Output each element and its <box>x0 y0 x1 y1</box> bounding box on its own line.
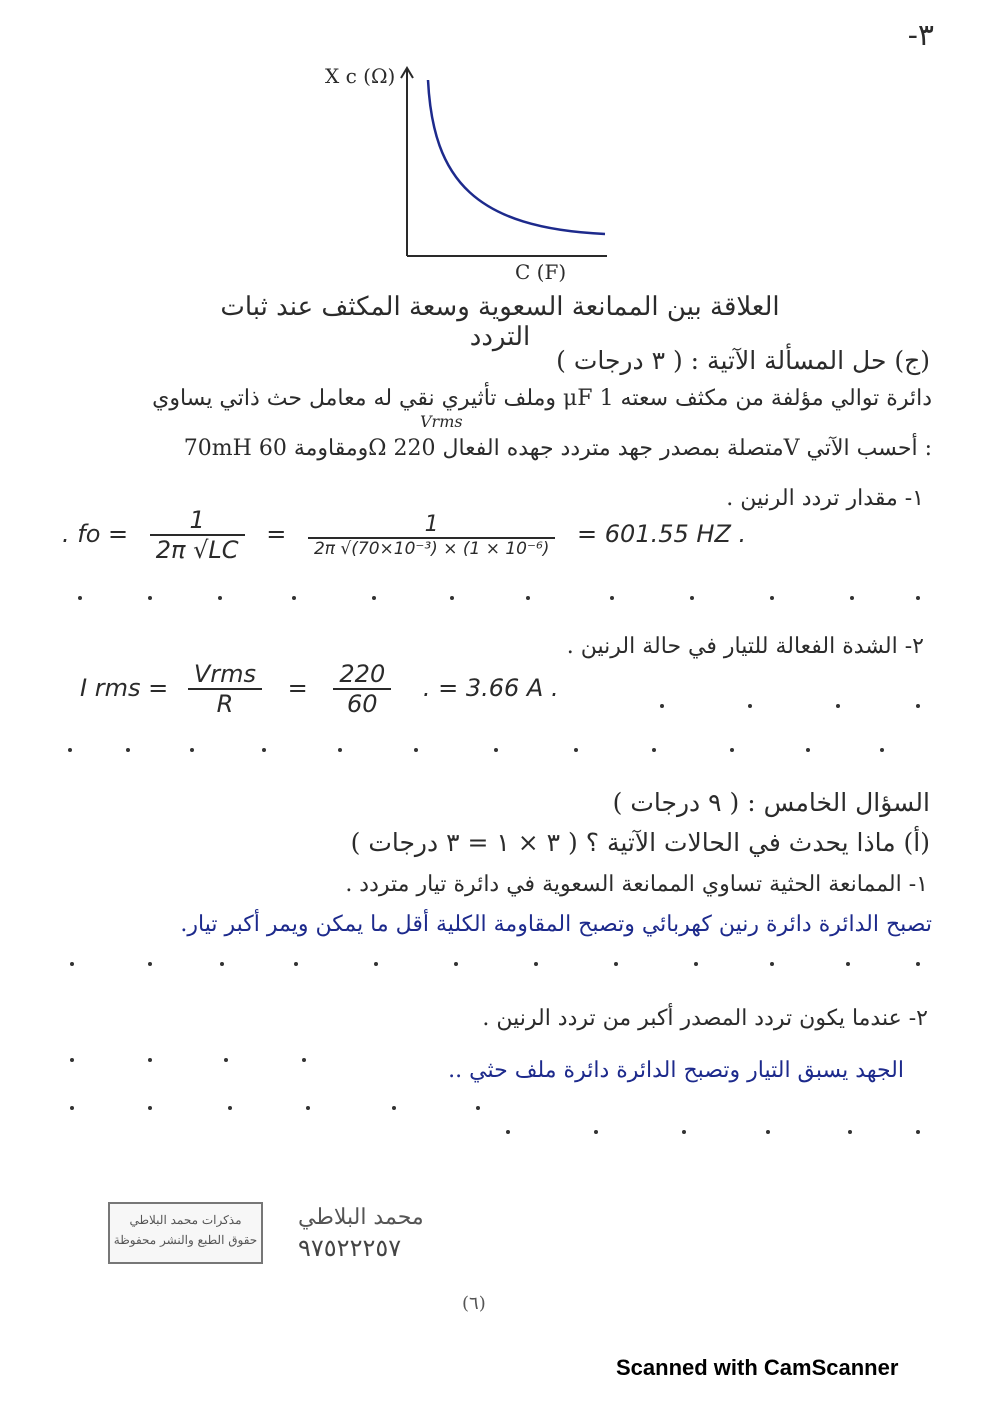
q2-equation: I rms = $\frac{\text{Vrms}}{R}$ = $\frac{220}{60}$ . = 3.66 A . <box>80 660 559 718</box>
dotted-line <box>0 1106 992 1126</box>
section-c-heading: (ج) حل المسألة الآتية : ( ٣ درجات ) <box>556 346 930 375</box>
dotted-line <box>0 1130 992 1150</box>
graph-caption: العلاقة بين الممانعة السعوية وسعة المكثف عند ثبات التردد <box>220 292 780 352</box>
q5-item-2: ٢- عندما يكون تردد المصدر أكبر من تردد الرنين . <box>482 1006 928 1031</box>
copyright-stamp <box>108 1202 263 1264</box>
x-axis-label: C (F) <box>515 260 567 284</box>
q2-frac1-denominator: R <box>216 690 234 718</box>
q1-frac2-denominator: 2π √(70×10⁻³) × (1 × 10⁻⁶) <box>313 538 550 559</box>
question-5-part-a: (أ) ماذا يحدث في الحالات الآتية ؟ ( ٣ × ١ = ٣ درجات ) <box>350 828 930 857</box>
q5-answer-1: تصبح الدائرة دائرة رنين كهربائي وتصبح المقاومة الكلية أقل ما يمكن ويمر أكبر تيار. <box>180 912 932 937</box>
page-top-number: -٣ <box>907 18 934 53</box>
q5-answer-2: الجهد يسبق التيار وتصبح الدائرة دائرة ملف حثي .. <box>448 1058 904 1083</box>
q1-fraction-2 <box>308 512 555 559</box>
dotted-line <box>0 1058 992 1078</box>
reactance-graph <box>315 60 615 290</box>
q1-frac2-numerator: 1 <box>308 512 555 539</box>
q2-frac2-denominator: 60 <box>347 690 378 718</box>
y-axis-label: X c (Ω) <box>325 64 396 88</box>
q2-lhs: I rms = <box>80 674 169 702</box>
q1-result: = 601.55 HZ . <box>577 520 747 548</box>
dotted-line <box>0 596 992 616</box>
q1-frac1-numerator: 1 <box>150 506 245 536</box>
q2-result: . = 3.66 A . <box>422 674 559 702</box>
stamp-line-2: حقوق الطبع والنشر محفوظة <box>113 1233 258 1247</box>
dotted-line <box>0 748 992 768</box>
q1-frac1-denominator: 2π √LC <box>155 536 239 564</box>
reactance-graph-svg <box>315 60 615 290</box>
q1-equation: . fo = $\frac{1}{2\pi √LC}$ = $\frac{1}{\text{2π √(70×10⁻³) × (1 × 10⁻⁶)}}$ = 601.55 HZ . <box>62 506 747 564</box>
q1-lhs: . fo = <box>62 520 129 548</box>
q2-frac1-numerator: Vrms <box>188 660 262 690</box>
q2-frac2-numerator: 220 <box>333 660 391 690</box>
stamp-line-1: مذكرات محمد البلاطي <box>129 1213 242 1227</box>
author-signature-name: محمد البلاطي <box>298 1205 424 1230</box>
reactance-curve <box>428 80 605 234</box>
question-5-heading: السؤال الخامس : ( ٩ درجات ) <box>612 788 930 817</box>
author-phone-number: ٩٧٥٢٢٢٥٧ <box>298 1234 402 1262</box>
question-1-label: ١- مقدار تردد الرنين . <box>726 486 924 511</box>
question-2-label: ٢- الشدة الفعالة للتيار في حالة الرنين . <box>566 634 924 659</box>
q5-item-1: ١- الممانعة الحثية تساوي الممانعة السعوية في دائرة تيار متردد . <box>345 872 928 897</box>
problem-line-1: دائرة توالي مؤلفة من مكثف سعته 1 μF وملف تأثيري نقي له معامل حث ذاتي يساوي <box>152 386 932 411</box>
dotted-line <box>0 704 992 724</box>
dotted-line <box>0 962 992 982</box>
scanner-watermark: Scanned with CamScanner <box>616 1355 899 1380</box>
footer-page-number: (٦) <box>462 1293 486 1314</box>
problem-line-2: 70mH ومقاومة 60Ω متصلة بمصدر جهد متردد جهده الفعال 220V أحسب الآتي : <box>183 436 932 461</box>
vrms-note: Vrms <box>420 412 463 431</box>
q1-fraction-1 <box>150 506 245 564</box>
